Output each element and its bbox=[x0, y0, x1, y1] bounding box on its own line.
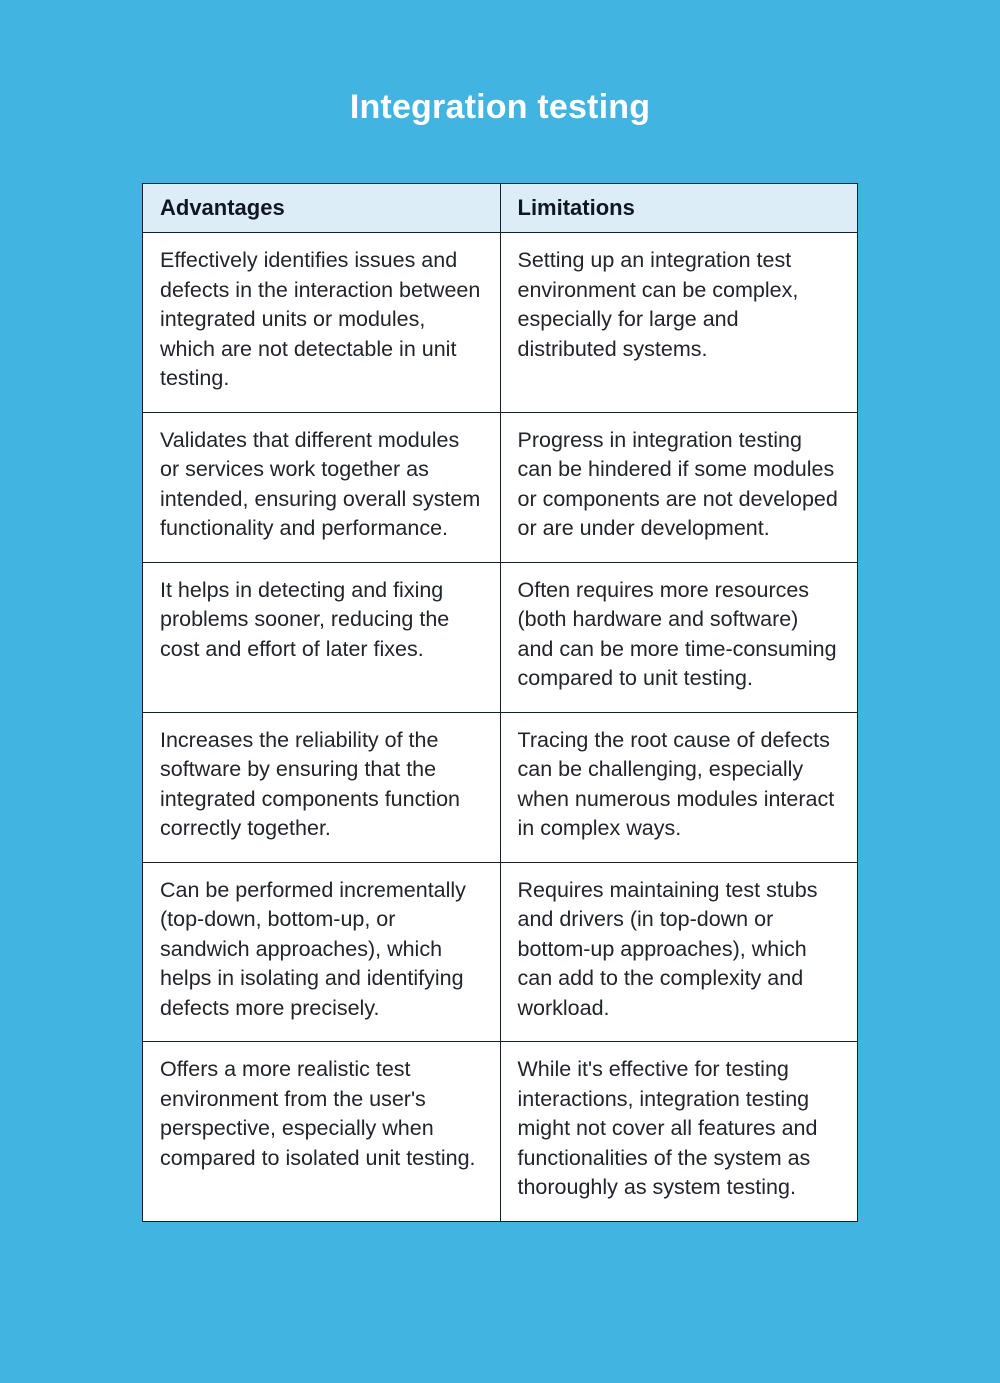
limitations-cell: While it's effective for testing interactions, integration testing might not cover all features and functionalities of the system as thoroughly as system testing. bbox=[500, 1042, 858, 1222]
limitations-cell: Setting up an integration test environment can be complex, especially for large and distributed systems. bbox=[500, 233, 858, 413]
table-row bbox=[143, 233, 858, 413]
advantages-cell: It helps in detecting and fixing problems sooner, reducing the cost and effort of later fixes. bbox=[143, 562, 501, 712]
comparison-table bbox=[142, 183, 858, 1222]
table-body bbox=[143, 233, 858, 1222]
header-row bbox=[143, 184, 858, 233]
page-title: Integration testing bbox=[349, 88, 651, 126]
table-header bbox=[143, 184, 858, 233]
table-row bbox=[143, 562, 858, 712]
advantages-cell: Effectively identifies issues and defects in the interaction between integrated units or modules, which are not detectable in unit testing. bbox=[143, 233, 501, 413]
advantages-cell: Increases the reliability of the software by ensuring that the integrated components function correctly together. bbox=[143, 712, 501, 862]
advantages-cell: Can be performed incrementally (top-down, bottom-up, or sandwich approaches), which helps in isolating and identifying defects more precisely. bbox=[143, 862, 501, 1042]
table-row bbox=[143, 1042, 858, 1222]
table-row bbox=[143, 412, 858, 562]
limitations-cell: Often requires more resources (both hardware and software) and can be more time-consuming compared to unit testing. bbox=[500, 562, 858, 712]
limitations-cell: Requires maintaining test stubs and drivers (in top-down or bottom-up approaches), which can add to the complexity and workload. bbox=[500, 862, 858, 1042]
column-header-advantages: Advantages bbox=[143, 184, 501, 233]
table-container bbox=[142, 183, 858, 1222]
column-header-limitations: Limitations bbox=[500, 184, 858, 233]
limitations-cell: Progress in integration testing can be hindered if some modules or components are not developed or are under development. bbox=[500, 412, 858, 562]
limitations-cell: Tracing the root cause of defects can be challenging, especially when numerous modules interact in complex ways. bbox=[500, 712, 858, 862]
advantages-cell: Offers a more realistic test environment from the user's perspective, especially when compared to isolated unit testing. bbox=[143, 1042, 501, 1222]
table-row bbox=[143, 712, 858, 862]
table-row bbox=[143, 862, 858, 1042]
advantages-cell: Validates that different modules or services work together as intended, ensuring overall system functionality and performance. bbox=[143, 412, 501, 562]
